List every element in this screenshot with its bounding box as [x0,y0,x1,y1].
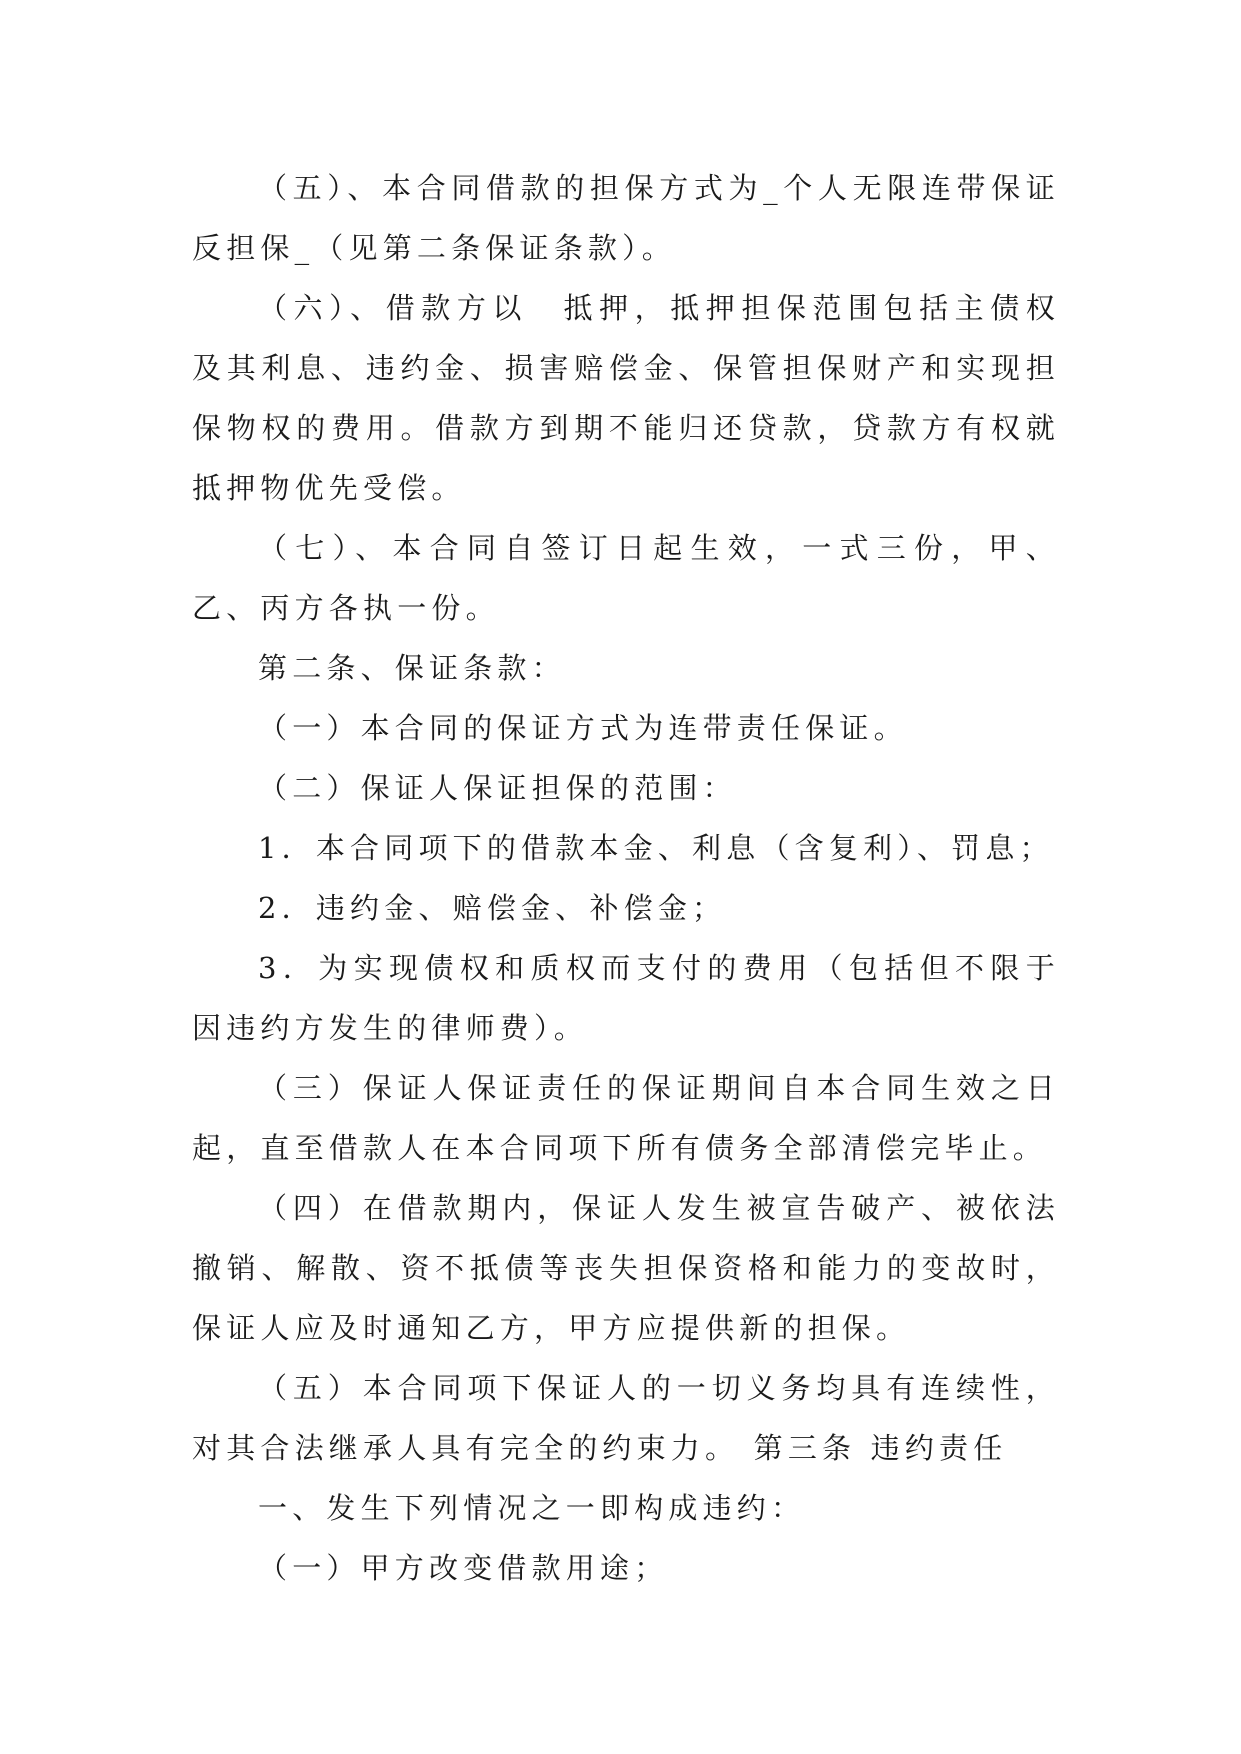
list-item-principal: 1．本合同项下的借款本金、利息（含复利）、罚息； [258,831,1054,865]
paragraph-guarantee-period: （三）保证人保证责任的保证期间自本合同生效之日起，直至借款人在本合同项下所有债务全部清偿完毕止。 [192,1071,1060,1165]
list-item-fees: 3．为实现债权和质权而支付的费用（包括但不限于因违约方发生的律师费）。 [192,951,1060,1045]
paragraph-guarantee-scope: （二）保证人保证担保的范围： [258,771,737,805]
document-page [192,158,1060,1598]
list-item-penalty: 2．违约金、赔偿金、补偿金； [258,891,727,925]
paragraph-guarantee-type: （一）本合同的保证方式为连带责任保证。 [258,711,908,745]
paragraph-guarantee-method: （五）、本合同借款的担保方式为_个人无限连带保证反担保_（见第二条保证条款）。 [192,171,1060,265]
paragraph-breach-item-one: （一）甲方改变借款用途； [258,1551,669,1585]
paragraph-mortgage-scope: （六）、借款方以 抵押，抵押担保范围包括主债权及其利息、违约金、损害赔偿金、保管担保财产和实现担保物权的费用。借款方到期不能归还贷款，贷款方有权就抵押物优先受偿。 [192,291,1060,505]
heading-article-two: 第二条、保证条款： [258,651,566,685]
paragraph-effectiveness: （七）、本合同自签订日起生效，一式三份，甲、乙、丙方各执一份。 [192,531,1060,625]
paragraph-breach-conditions: 一、发生下列情况之一即构成违约： [258,1491,806,1525]
paragraph-guarantor-change: （四）在借款期内，保证人发生被宣告破产、被依法撤销、解散、资不抵债等丧失担保资格和能力的变故时，保证人应及时通知乙方，甲方应提供新的担保。 [192,1191,1060,1345]
paragraph-continuity: （五）本合同项下保证人的一切义务均具有连续性，对其合法继承人具有完全的约束力。 第三条 违约责任 [192,1371,1060,1465]
